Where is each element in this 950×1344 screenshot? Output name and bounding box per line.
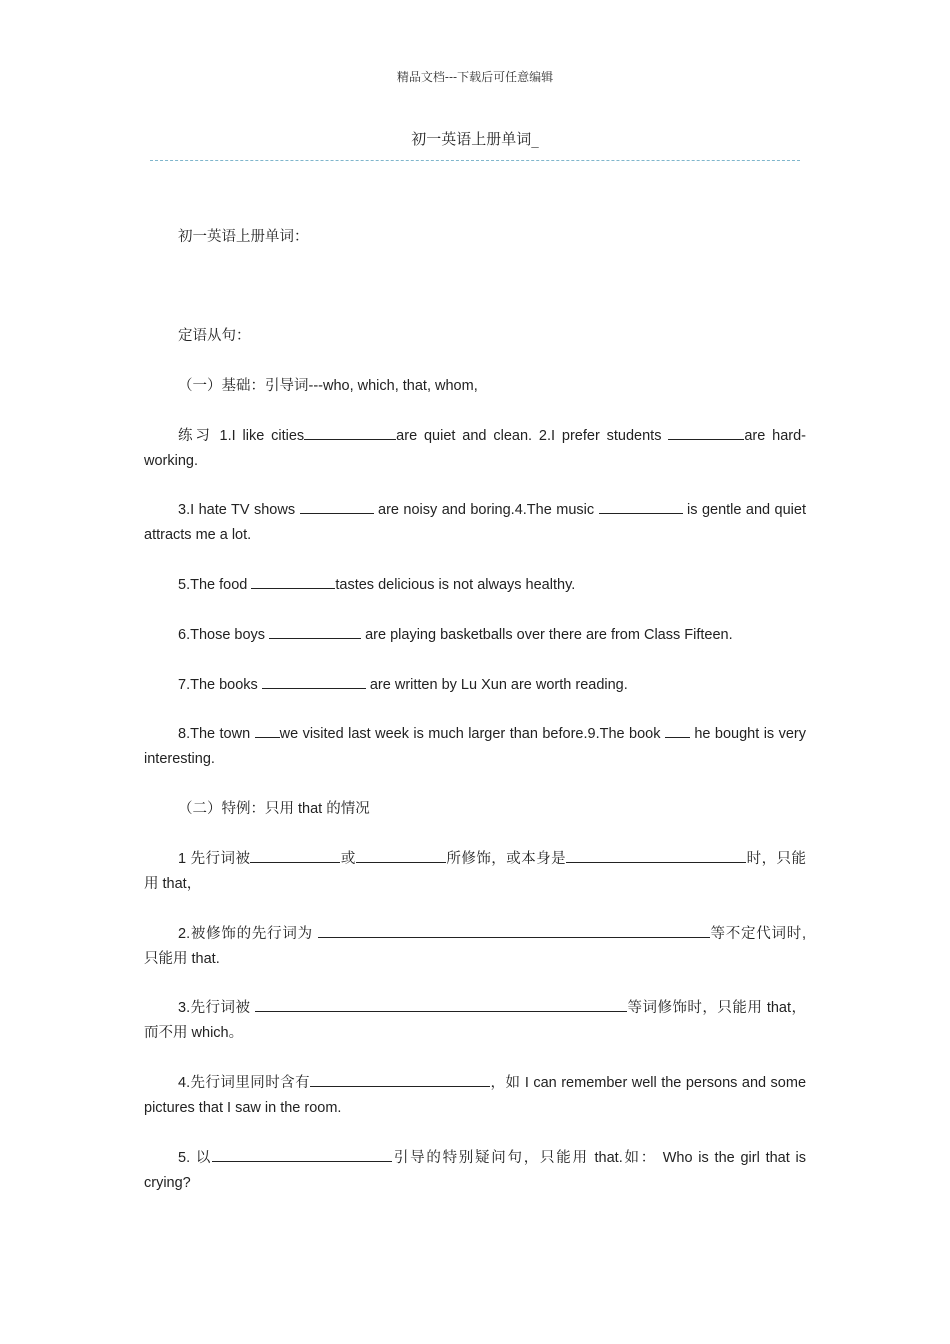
special-rule-3	[144, 996, 806, 1046]
exercise-paragraph-3	[144, 573, 806, 598]
exercise-paragraph-1	[144, 424, 806, 474]
rule-text: 2.被修饰的先行词为	[178, 926, 318, 942]
exercise-paragraph-4	[144, 623, 806, 648]
special-rule-1	[144, 847, 806, 897]
fill-blank[interactable]	[255, 723, 280, 738]
fill-blank[interactable]	[668, 425, 744, 440]
exercise-paragraph-5	[144, 673, 806, 698]
exercise-text: he bought is very interesting.	[144, 726, 806, 767]
section-heading-clause: 定语从句：	[178, 328, 251, 344]
exercise-text: 3.I hate TV shows	[178, 502, 300, 518]
exercise-text: 5.The food	[178, 577, 252, 593]
exercise-text: 8.The town	[178, 726, 255, 742]
fill-blank[interactable]	[318, 923, 710, 938]
exercise-paragraph-2	[144, 498, 806, 548]
special-rule-5	[144, 1146, 806, 1196]
rule-text: 3.先行词被	[178, 1000, 256, 1016]
section-heading-words: 初一英语上册单词：	[178, 229, 309, 245]
rule-text: 时，只能用 that，	[144, 851, 807, 892]
rule-text: 或	[340, 851, 356, 867]
exercise-text: tastes delicious is not always healthy.	[335, 577, 576, 593]
fill-blank[interactable]	[269, 624, 361, 639]
special-rule-4	[144, 1071, 806, 1121]
fill-blank[interactable]	[262, 674, 366, 689]
fill-blank[interactable]	[212, 1147, 392, 1162]
exercise-text: are playing basketballs over there are from Class Fifteen.	[361, 627, 733, 643]
exercise-paragraph-6	[144, 722, 806, 772]
exercise-text: are noisy and boring.4.The music	[373, 502, 599, 518]
exercise-text: we visited last week is much larger than before.9.The book	[279, 726, 665, 742]
fill-blank[interactable]	[300, 499, 374, 514]
fill-blank[interactable]	[255, 997, 627, 1012]
fill-blank[interactable]	[356, 848, 446, 863]
rule-text: 5. 以	[178, 1150, 213, 1166]
fill-blank[interactable]	[599, 499, 683, 514]
fill-blank[interactable]	[566, 848, 746, 863]
rule-text: 等不定代词时, 只能用 that.	[144, 926, 807, 967]
rule-text: 1 先行词被	[178, 851, 251, 867]
fill-blank[interactable]	[665, 723, 690, 738]
header-note: 精品文档---下载后可任意编辑	[396, 70, 554, 84]
document-title: 初一英语上册单词_	[411, 130, 539, 148]
rule-text: 4.先行词里同时含有	[178, 1075, 311, 1091]
rule-text: 所修饰，或本身是	[445, 851, 567, 867]
basics-line: （一）基础：引导词---who, which, that, whom,	[178, 378, 478, 394]
exercise-text: are quiet and clean. 2.I prefer students	[396, 428, 669, 444]
rule-text: ，如 I can remember well the persons and some pictures that I saw in the room.	[144, 1075, 807, 1116]
fill-blank[interactable]	[251, 574, 335, 589]
fill-blank[interactable]	[310, 1072, 490, 1087]
exercise-text: 练习 1.I like cities	[178, 428, 305, 444]
special-rule-2	[144, 922, 806, 972]
rule-text: 引导的特别疑问句，只能用 that.如： Who is the girl that is crying?	[144, 1150, 806, 1191]
exercise-text: is gentle and quiet attracts me a lot.	[144, 502, 807, 543]
dashed-divider	[150, 160, 800, 161]
fill-blank[interactable]	[250, 848, 340, 863]
special-heading: （二）特例：只用 that 的情况	[178, 801, 370, 817]
fill-blank[interactable]	[304, 425, 396, 440]
exercise-text: 7.The books	[178, 677, 262, 693]
exercise-text: are written by Lu Xun are worth reading.	[365, 677, 628, 693]
rule-text: 等词修饰时，只能用 that，而不用 which。	[144, 1000, 806, 1041]
exercise-text: are hard-working.	[144, 428, 806, 469]
exercise-text: 6.Those boys	[178, 627, 270, 643]
